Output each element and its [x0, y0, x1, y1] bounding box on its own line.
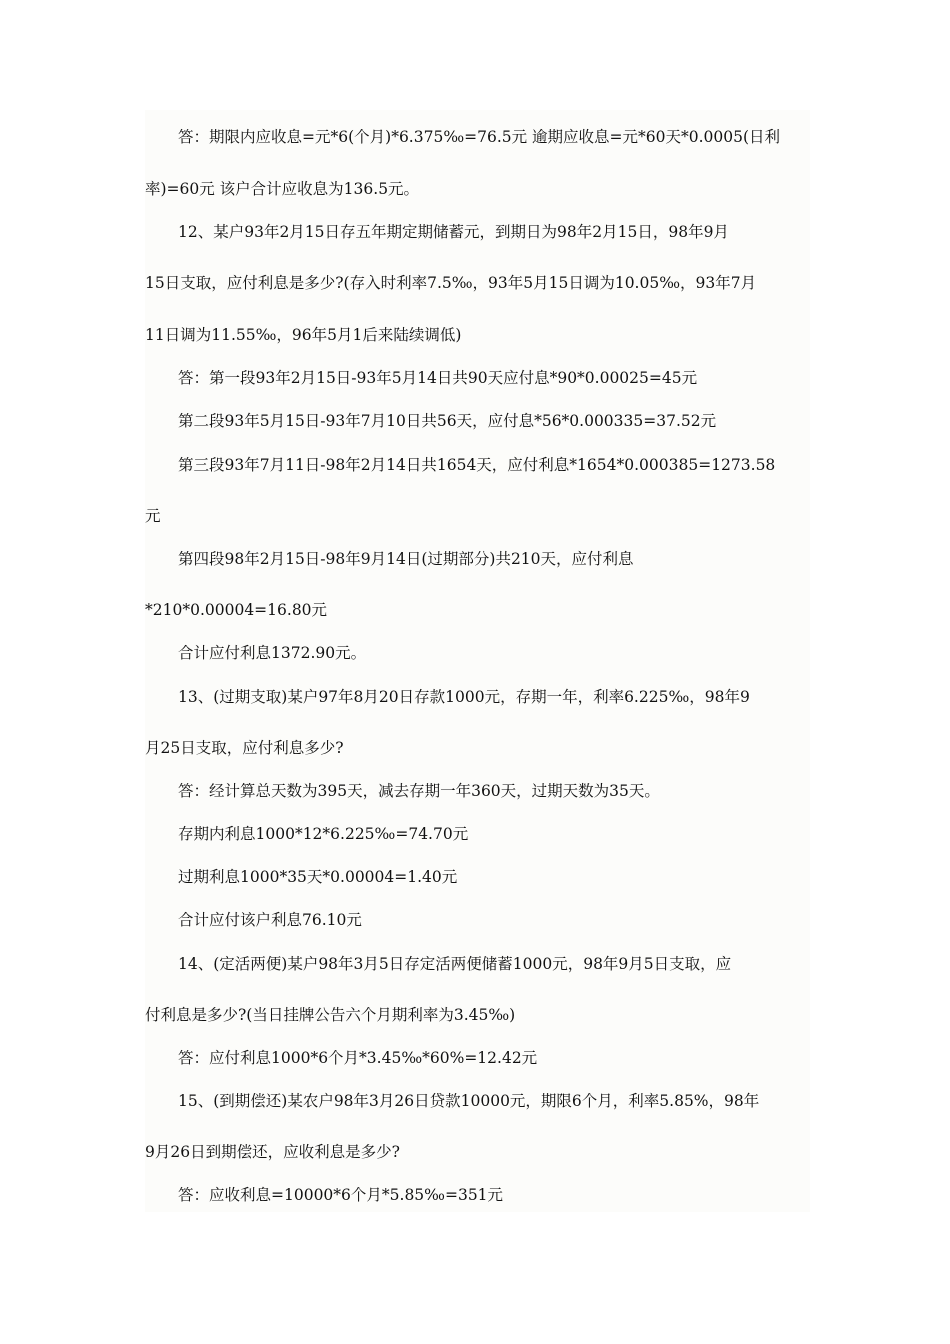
question-13-line-2: 月25日支取，应付利息多少?	[145, 739, 344, 757]
question-12-line-2: 15日支取，应付利息是多少?(存入时利率7.5‰，93年5月15日调为10.05‰，93年7月	[145, 274, 757, 292]
answer-13-line-1: 答：经计算总天数为395天，减去存期一年360天，过期天数为35天。	[178, 782, 660, 800]
question-12-line-1: 12、某户93年2月15日存五年期定期储蓄元，到期日为98年2月15日，98年9月	[178, 223, 729, 241]
answer-12-segment-1: 答：第一段93年2月15日-93年5月14日共90天应付息*90*0.00025=45元	[178, 369, 698, 387]
answer-13-line-2: 存期内利息1000*12*6.225‰=74.70元	[178, 825, 469, 843]
answer-12-segment-2: 第二段93年5月15日-93年7月10日共56天，应付息*56*0.000335=37.52元	[178, 412, 717, 430]
question-15-line-2: 9月26日到期偿还，应收利息是多少?	[145, 1143, 400, 1161]
answer-12-total: 合计应付利息1372.90元。	[178, 644, 367, 662]
answer-13-line-3: 过期利息1000*35天*0.00004=1.40元	[178, 868, 458, 886]
question-13-line-1: 13、(过期支取)某户97年8月20日存款1000元，存期一年，利率6.225‰，98年9	[178, 688, 750, 706]
answer-13-total: 合计应付该户利息76.10元	[178, 911, 362, 929]
answer-14: 答：应付利息1000*6个月*3.45‰*60%=12.42元	[178, 1049, 538, 1067]
question-14-line-2: 付利息是多少?(当日挂牌公告六个月期利率为3.45‰)	[145, 1006, 516, 1024]
answer-12-segment-3: 第三段93年7月11日-98年2月14日共1654天，应付利息*1654*0.000385=1273.58	[178, 456, 776, 474]
question-15-line-1: 15、(到期偿还)某农户98年3月26日贷款10000元，期限6个月，利率5.85%，98年	[178, 1092, 760, 1110]
answer-12-segment-4: 第四段98年2月15日-98年9月14日(过期部分)共210天，应付利息	[178, 550, 634, 568]
answer-15: 答：应收利息=10000*6个月*5.85‰=351元	[178, 1186, 504, 1204]
question-14-line-1: 14、(定活两便)某户98年3月5日存定活两便储蓄1000元，98年9月5日支取，应	[178, 955, 732, 973]
question-12-line-3: 11日调为11.55‰，96年5月1后来陆续调低)	[145, 326, 462, 344]
answer-11-line-2: 率)=60元 该户合计应收息为136.5元。	[145, 180, 420, 198]
answer-12-segment-4-cont: *210*0.00004=16.80元	[145, 601, 328, 619]
answer-11-line-1: 答：期限内应收息=元*6(个月)*6.375‰=76.5元 逾期应收息=元*60天*0.0005(日利	[178, 128, 781, 146]
answer-12-segment-3-cont: 元	[145, 507, 161, 525]
